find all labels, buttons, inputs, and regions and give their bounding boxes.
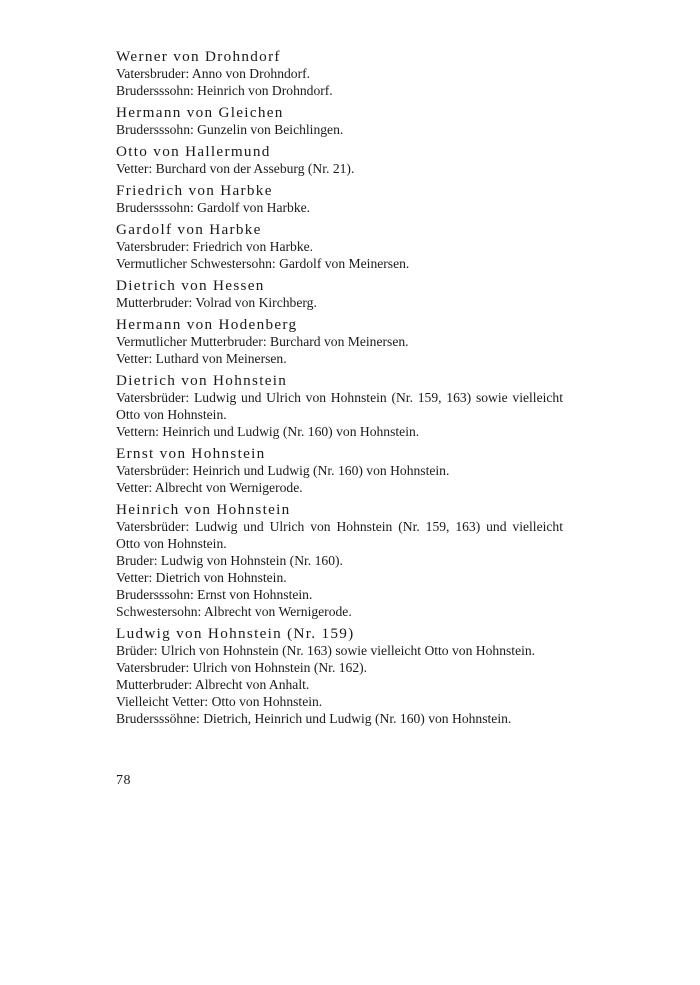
entry-heading: Gardolf von Harbke	[116, 221, 262, 238]
entry-ernst-von-hohnstein	[116, 445, 563, 496]
relation-line: Vielleicht Vetter: Otto von Hohnstein.	[116, 694, 323, 709]
entry-heinrich-von-hohnstein	[116, 501, 563, 620]
entry-heading: Hermann von Hodenberg	[116, 316, 298, 333]
entry-heading: Werner von Drohndorf	[116, 48, 281, 65]
entry-heading: Otto von Hallermund	[116, 143, 271, 160]
entry-heading: Hermann von Gleichen	[116, 104, 284, 121]
entry-ludwig-von-hohnstein-159	[116, 625, 563, 727]
page-number: 78	[116, 773, 131, 788]
relation-line: Vetter: Burchard von der Asseburg (Nr. 21).	[116, 161, 355, 176]
relation-line: Brudersssöhne: Dietrich, Heinrich und Ludwig (Nr. 160) von Hohnstein.	[116, 711, 512, 726]
relation-line: Schwestersohn: Albrecht von Wernigerode.	[116, 604, 352, 619]
relation-line: Vermutlicher Schwestersohn: Gardolf von Meinersen.	[116, 256, 410, 271]
relation-line: Vetter: Albrecht von Wernigerode.	[116, 480, 303, 495]
entry-heading: Friedrich von Harbke	[116, 182, 273, 199]
relation-line: Mutterbruder: Albrecht von Anhalt.	[116, 677, 310, 692]
relation-line: Mutterbruder: Volrad von Kirchberg.	[116, 295, 317, 310]
genealogy-list	[116, 48, 563, 732]
entry-heading: Ernst von Hohnstein	[116, 445, 266, 462]
relation-line: Vatersbruder: Friedrich von Harbke.	[116, 239, 314, 254]
relation-line: Brudersssohn: Gunzelin von Beichlingen.	[116, 122, 344, 137]
entry-otto-von-hallermund	[116, 143, 563, 177]
relation-line: Vatersbrüder: Heinrich und Ludwig (Nr. 160) von Hohnstein.	[116, 463, 450, 478]
relation-line: Vatersbruder: Anno von Drohndorf.	[116, 66, 311, 81]
relation-line: Vermutlicher Mutterbruder: Burchard von Meinersen.	[116, 334, 409, 349]
entry-hermann-von-gleichen	[116, 104, 563, 138]
entry-dietrich-von-hessen	[116, 277, 563, 311]
relation-line: Bruder: Ludwig von Hohnstein (Nr. 160).	[116, 553, 343, 568]
relation-line: Vatersbrüder: Ludwig und Ulrich von Hohnstein (Nr. 159, 163) und vielleicht Otto von Hohnstein.	[116, 519, 563, 551]
entry-dietrich-von-hohnstein	[116, 372, 563, 440]
relation-line: Vatersbruder: Ulrich von Hohnstein (Nr. 162).	[116, 660, 368, 675]
entry-heading: Dietrich von Hohnstein	[116, 372, 288, 389]
entry-heading: Ludwig von Hohnstein (Nr. 159)	[116, 625, 355, 642]
relation-line: Vetter: Dietrich von Hohnstein.	[116, 570, 287, 585]
relation-line: Vatersbrüder: Ludwig und Ulrich von Hohnstein (Nr. 159, 163) sowie vielleicht Otto von Hohnstein.	[116, 390, 563, 422]
entry-heading: Dietrich von Hessen	[116, 277, 265, 294]
entry-friedrich-von-harbke	[116, 182, 563, 216]
relation-line: Vettern: Heinrich und Ludwig (Nr. 160) von Hohnstein.	[116, 424, 420, 439]
relation-line: Brudersssohn: Heinrich von Drohndorf.	[116, 83, 333, 98]
entry-hermann-von-hodenberg	[116, 316, 563, 367]
entry-werner-von-drohndorf	[116, 48, 563, 99]
relation-line: Vetter: Luthard von Meinersen.	[116, 351, 287, 366]
relation-line: Brudersssohn: Gardolf von Harbke.	[116, 200, 311, 215]
entry-heading: Heinrich von Hohnstein	[116, 501, 291, 518]
relation-line: Brüder: Ulrich von Hohnstein (Nr. 163) sowie vielleicht Otto von Hohnstein.	[116, 643, 536, 658]
relation-line: Brudersssohn: Ernst von Hohnstein.	[116, 587, 313, 602]
entry-gardolf-von-harbke	[116, 221, 563, 272]
